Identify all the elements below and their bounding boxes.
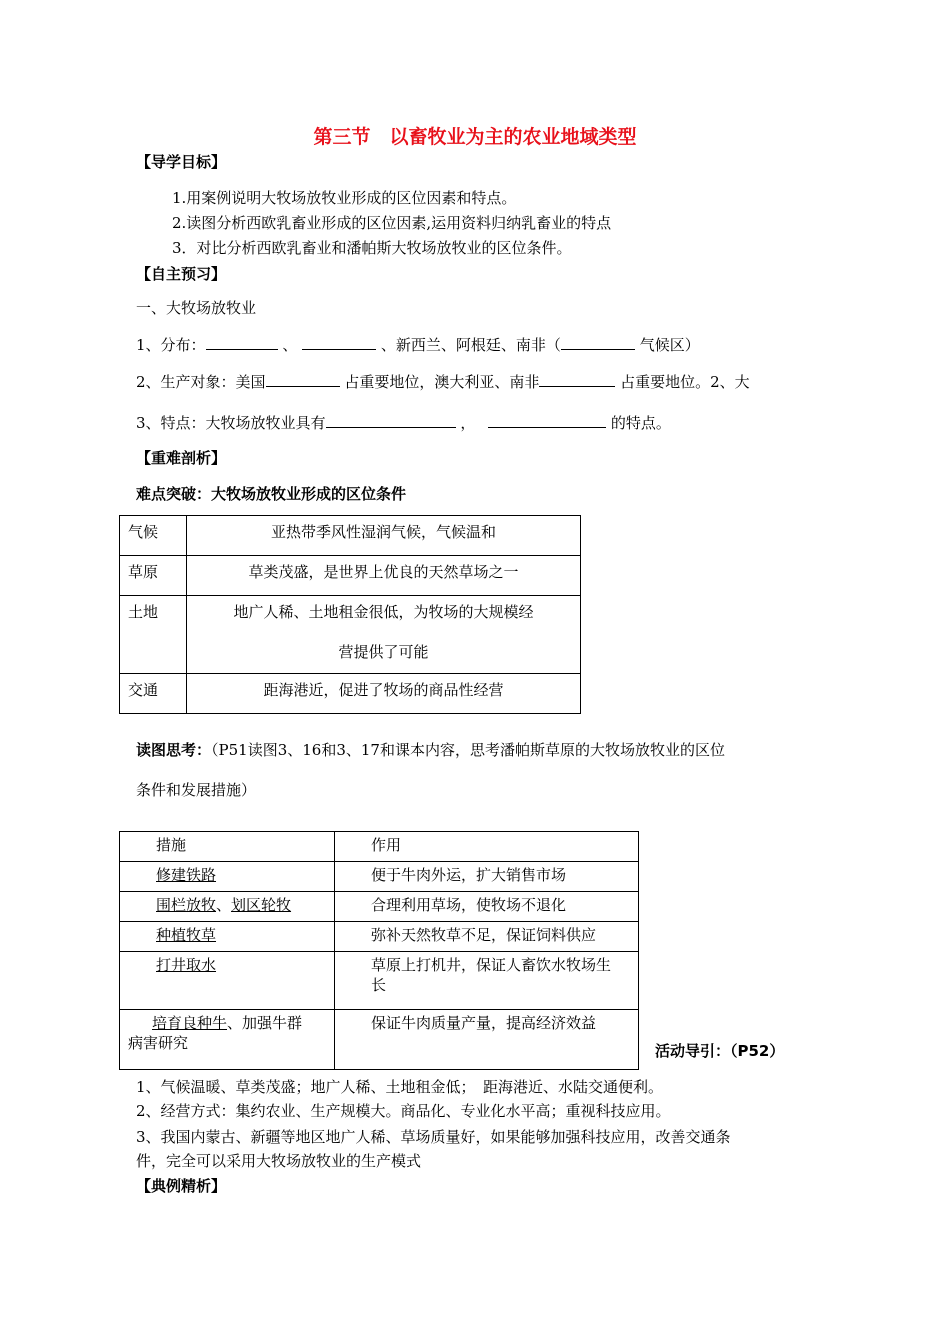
difficulty-title: 难点突破：大牧场放牧业形成的区位条件 — [136, 485, 407, 503]
answer-blank[interactable] — [302, 334, 376, 350]
answer-blank[interactable] — [539, 371, 615, 387]
reading-text: （P51读图3、16和3、17和课本内容，思考潘帕斯草原的大牧场放牧业的区位 — [211, 741, 725, 759]
activity-item: 2、经营方式：集约农业、生产规模大。商品化、专业化水平高；重视科技应用。 — [136, 1102, 671, 1120]
desc-cell: 亚热带季风性湿润气候，气候温和 — [187, 516, 581, 556]
measures-table — [119, 831, 639, 1070]
line-prefix: 1、分布： — [136, 336, 206, 354]
desc-cell — [187, 596, 581, 674]
measure-cell — [120, 862, 335, 892]
desc-cell: 距海港近，促进了牧场的商品性经营 — [187, 674, 581, 714]
table-row — [120, 862, 639, 892]
preview-line-production — [136, 371, 750, 392]
reading-prompt — [136, 740, 725, 760]
activity-item-continued: 件，完全可以采用大牧场放牧业的生产模式 — [136, 1152, 422, 1170]
desc-line: 地广人稀、土地租金很低，为牧场的大规模经 — [233, 603, 534, 621]
table-row — [120, 952, 639, 1010]
line-prefix: 2、生产对象：美国 — [136, 373, 266, 391]
measure-text: 围栏放牧 — [156, 896, 217, 914]
table-row — [120, 596, 581, 674]
line-suffix: 气候区） — [639, 336, 700, 354]
measure-text: 划区轮牧 — [231, 896, 292, 914]
activity-item: 3、我国内蒙古、新疆等地区地广人稀、草场质量好，如果能够加强科技应用，改善交通条 — [136, 1128, 731, 1146]
answer-blank[interactable] — [561, 334, 635, 350]
measure-text: 种植牧草 — [156, 926, 217, 944]
desc-line: 营提供了可能 — [338, 643, 429, 661]
header-measure: 措施 — [120, 832, 335, 862]
header-effect: 作用 — [335, 832, 639, 862]
section-analysis-heading: 【重难剖析】 — [136, 449, 227, 467]
conditions-table — [119, 515, 581, 714]
line-separator: ， — [460, 414, 476, 432]
preview-line-features — [136, 412, 671, 433]
measure-cell — [120, 892, 335, 922]
desc-cell: 草类茂盛，是世界上优良的天然草场之一 — [187, 556, 581, 596]
reading-label: 读图思考： — [136, 741, 212, 759]
table-row — [120, 556, 581, 596]
answer-blank[interactable] — [326, 412, 456, 428]
measure-text: 修建铁路 — [156, 866, 217, 884]
goal-item: 2.读图分析西欧乳畜业形成的区位因素,运用资料归纳乳畜业的特点 — [172, 214, 612, 232]
table-row — [120, 892, 639, 922]
effect-line: 长 — [371, 976, 387, 994]
measure-line: 病害研究 — [128, 1034, 189, 1052]
effect-cell: 合理利用草场，使牧场不退化 — [335, 892, 639, 922]
table-row — [120, 674, 581, 714]
section-examples-heading: 【典例精析】 — [136, 1177, 227, 1195]
activity-label: 活动导引：（P52） — [655, 1042, 785, 1060]
measure-cell — [120, 952, 335, 1010]
measure-cell — [120, 1010, 335, 1070]
line-suffix: 的特点。 — [610, 414, 671, 432]
table-row — [120, 922, 639, 952]
effect-cell — [335, 952, 639, 1010]
measure-text: 打井取水 — [156, 956, 217, 974]
goal-item: 1.用案例说明大牧场放牧业形成的区位因素和特点。 — [172, 189, 517, 207]
answer-blank[interactable] — [488, 412, 606, 428]
line-suffix: 占重要地位。2、大 — [620, 373, 750, 391]
effect-cell: 保证牛肉质量产量，提高经济效益 — [335, 1010, 639, 1070]
line-separator: 、新西兰、阿根廷、南非（ — [380, 336, 561, 354]
answer-blank[interactable] — [206, 334, 278, 350]
factor-cell: 土地 — [120, 596, 187, 674]
table-header-row — [120, 832, 639, 862]
measure-text: 、加强牛群 — [227, 1014, 303, 1032]
preview-line-distribution — [136, 334, 700, 355]
measure-cell — [120, 922, 335, 952]
answer-blank[interactable] — [266, 371, 340, 387]
line-prefix: 3、特点：大牧场放牧业具有 — [136, 414, 326, 432]
factor-cell: 草原 — [120, 556, 187, 596]
effect-cell: 便于牛肉外运，扩大销售市场 — [335, 862, 639, 892]
reading-text-continued: 条件和发展措施） — [136, 781, 257, 799]
goal-item: 3．对比分析西欧乳畜业和潘帕斯大牧场放牧业的区位条件。 — [172, 239, 572, 257]
preview-subtitle: 一、大牧场放牧业 — [136, 299, 257, 317]
line-separator: 、 — [282, 336, 298, 354]
effect-line: 草原上打机井，保证人畜饮水牧场生 — [371, 956, 612, 974]
measure-text: 培育良种牛 — [152, 1014, 228, 1032]
line-mid: 占重要地位，澳大利亚、南非 — [344, 373, 540, 391]
section-goals-heading: 【导学目标】 — [136, 153, 227, 171]
page-title: 第三节 以畜牧业为主的农业地域类型 — [313, 126, 637, 148]
section-preview-heading: 【自主预习】 — [136, 265, 227, 283]
table-row — [120, 516, 581, 556]
table-row — [120, 1010, 639, 1070]
measure-separator: 、 — [216, 896, 232, 914]
activity-item: 1、气候温暖、草类茂盛；地广人稀、土地租金低； 距海港近、水陆交通便利。 — [136, 1078, 664, 1096]
factor-cell: 气候 — [120, 516, 187, 556]
effect-cell: 弥补天然牧草不足，保证饲料供应 — [335, 922, 639, 952]
factor-cell: 交通 — [120, 674, 187, 714]
